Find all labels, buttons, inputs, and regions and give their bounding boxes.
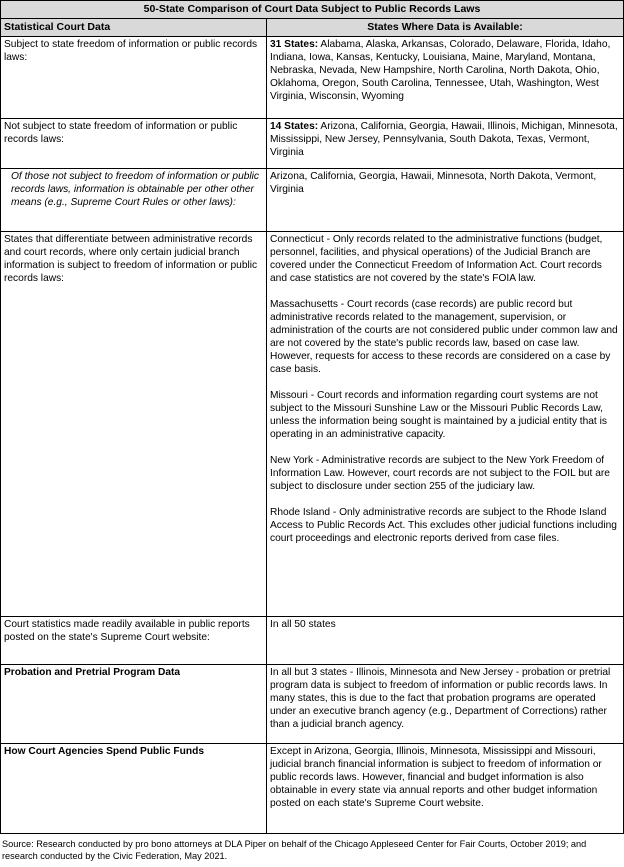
row-value — [267, 119, 624, 169]
table-row — [1, 37, 624, 119]
row-value: Arizona, California, Georgia, Hawaii, Minnesota, North Dakota, Vermont, Virginia — [267, 169, 624, 232]
table-row — [1, 744, 624, 834]
table-row — [1, 169, 624, 232]
row-value: In all 50 states — [267, 617, 624, 665]
state-note-new-york: New York - Administrative records are subject to the New York Freedom of Information Law. However, court records are not subject to the FOIL but are subject to disclosure under section 255 of the judiciary law. — [270, 455, 610, 492]
state-list: Arizona, California, Georgia, Hawaii, Illinois, Michigan, Minnesota, Mississippi, New Jersey, Pennsylvania, South Dakota, Texas, Vermont, Virginia — [270, 121, 618, 158]
row-label: Subject to state freedom of information or public records laws: — [1, 37, 267, 119]
header-statistical-court-data: Statistical Court Data — [1, 19, 267, 37]
table-row — [1, 119, 624, 169]
row-label: How Court Agencies Spend Public Funds — [1, 744, 267, 834]
table-row — [1, 232, 624, 617]
state-note-rhode-island: Rhode Island - Only administrative records are subject to the Rhode Island Access to Public Records Act. This excludes other judicial functions including court proceedings and electronic reports derived from case files. — [270, 507, 617, 544]
row-label: Court statistics made readily available in public reports posted on the state's Supreme Court website: — [1, 617, 267, 665]
table-title-row — [1, 1, 624, 19]
table-row — [1, 665, 624, 744]
table-title: 50-State Comparison of Court Data Subject to Public Records Laws — [1, 1, 624, 19]
table-row — [1, 617, 624, 665]
row-value — [267, 232, 624, 617]
row-label: Not subject to state freedom of information or public records laws: — [1, 119, 267, 169]
table-header-row — [1, 19, 624, 37]
row-label: States that differentiate between administrative records and court records, where only certain judicial branch information is subject to freedom of information or public records laws: — [1, 232, 267, 617]
state-note-connecticut: Connecticut - Only records related to the administrative functions (budget, personnel, facilities, and physical operations) of the Judicial Branch are covered under the Connecticut Freedom of Information Act. Court records and case statistics are not covered by the state's FOIA law. — [270, 234, 603, 284]
row-value — [267, 37, 624, 119]
state-list: Alabama, Alaska, Arkansas, Colorado, Delaware, Florida, Idaho, Indiana, Iowa, Kansas, Kentucky, Louisiana, Maine, Maryland, Montana, Nebraska, Nevada, New Hampshire, North Carolina, North Dakota, Ohio, Oklahoma, Oregon, South Carolina, Tennessee, Utah, Washington, West Virginia, Wisconsin, Wyoming — [270, 39, 611, 102]
state-count: 14 States: — [270, 121, 319, 132]
state-note-massachusetts: Massachusetts - Court records (case records) are public record but administrative records related to the management, supervision, or administration of the courts are not considered public under common law and are not covered by the state's public records law, based on case law. However, requests for access to these records are considered on a case by case basis. — [270, 299, 618, 375]
row-value: In all but 3 states - Illinois, Minnesota and New Jersey - probation or pretrial program data is subject to freedom of information or public records laws. In many states, this is due to the fact that probation programs are operated under an executive branch agency (e.g., Department of Corrections) rather than a judicial branch agency. — [267, 665, 624, 744]
row-value: Except in Arizona, Georgia, Illinois, Minnesota, Mississippi and Missouri, judicial branch financial information is subject to freedom of information or public records laws. However, financial and budget information is also obtainable in every state via annual reports and other budget information posted on each state's Supreme Court website. — [267, 744, 624, 834]
row-label: Of those not subject to freedom of information or public records laws, information is obtainable per other other means (e.g., Supreme Court Rules or other laws): — [1, 169, 267, 232]
state-count: 31 States: — [270, 39, 319, 50]
state-note-missouri: Missouri - Court records and information regarding court systems are not subject to the Missouri Sunshine Law or the Missouri Public Records Law, unless the information being sought is maintained by a judicial entity that is operating in an administrative capacity. — [270, 390, 607, 440]
header-states-available: States Where Data is Available: — [267, 19, 624, 37]
source-note: Source: Research conducted by pro bono attorneys at DLA Piper on behalf of the Chicago Appleseed Center for Fair Courts, October 2019; and research conducted by the Civic Federation, May 2021. — [2, 839, 587, 861]
row-label: Probation and Pretrial Program Data — [1, 665, 267, 744]
